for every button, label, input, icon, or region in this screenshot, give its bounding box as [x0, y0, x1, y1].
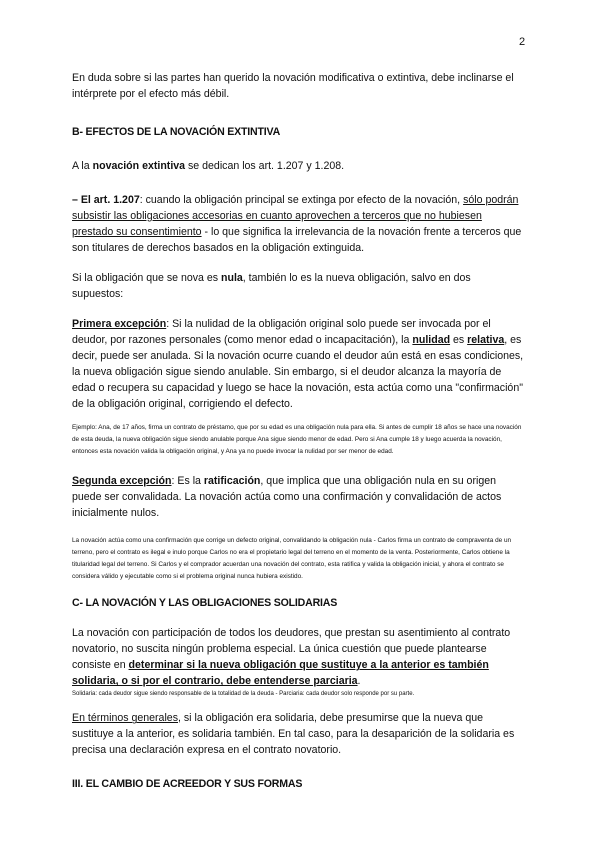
- paragraph-obligacion-nula: Si la obligación que se nova es nula, también lo es la nueva obligación, salvo en dos supuestos:: [72, 272, 471, 300]
- primera-excepcion-title: Primera excepción: [72, 318, 167, 330]
- bold-term-ratificacion: ratificación: [203, 474, 261, 487]
- bold-term-nula: nula: [221, 272, 243, 284]
- bold-term-relativa: relativa: [467, 334, 505, 346]
- article-label: – El art. 1.207: [72, 194, 140, 206]
- intro-paragraph: En duda sobre si las partes han querido la novación modificativa o extintiva, debe inclinarse el intérprete por el efecto más débil.: [72, 72, 514, 100]
- paragraph-segunda-excepcion: Segunda excepción: Es la ratificación, que implica que una obligación nula en su origen puede ser convalidada. La novación actúa como una confirmación y convalidación de actos inicialmente nulos.: [72, 474, 502, 519]
- section-heading-iii: III. EL CAMBIO DE ACREEDOR Y SUS FORMAS: [72, 778, 303, 791]
- page-number: 2: [519, 36, 526, 48]
- segunda-excepcion-title: Segunda excepción: [72, 474, 172, 487]
- paragraph-obligaciones-solidarias: La novación con participación de todos los deudores, que prestan su asentimiento al contrato novatorio, no suscita ningún problema especial. La única cuestión que puede plantearse consiste en determinar si la nueva obligación que sustituye a la anterior es también solidaria, o si por el contrario, debe entenderse parciaria.: [72, 627, 511, 688]
- paragraph-terminos-generales: En términos generales, si la obligación era solidaria, debe presumirse que la nueva que sustituye a la anterior, es solidaria también. En tal caso, para la desaparición de la solidaria es precisa una declaración expresa en el contrato novatorio.: [72, 712, 515, 757]
- underlined-terminos-generales: En términos generales: [72, 712, 178, 725]
- section-heading-c: C- LA NOVACIÓN Y LAS OBLIGACIONES SOLIDARIAS: [72, 597, 338, 610]
- bold-underlined-question: determinar si la nueva obligación que sustituye a la anterior es también solidaria, o si por el contrario, debe entenderse parciaria: [72, 659, 489, 688]
- paragraph-primera-excepcion: Primera excepción: Si la nulidad de la obligación original solo puede ser invocada por el deudor, por razones personales (como menor edad o incapacitación), la nulidad es relativa, es decir, puede ser anulada. Si la novación ocurre cuando el deudor aún está en esas condiciones, la nueva obligación sigue siendo anulable. Sin embargo, si el deudor alcanza la mayoría de edad o recupera su capacidad y luego se hace la novación, esta actúa como una "confirmación" de la obligación original, corrigiendo el defecto.: [72, 318, 524, 410]
- paragraph-novacion-extintiva: A la novación extintiva se dedican los art. 1.207 y 1.208.: [72, 160, 345, 172]
- underlined-clause: sólo podrán subsistir las obligaciones accesorias en cuanto aprovechen a terceros que no hubiesen prestado su consentimiento: [72, 194, 519, 238]
- section-heading-b: B- EFECTOS DE LA NOVACIÓN EXTINTIVA: [72, 126, 281, 138]
- example-note-1: Ejemplo: Ana, de 17 años, firma un contrato de préstamo, que por su edad es una obligación nula para ella. Si antes de cumplir 18 años se hace una novación de esta deuda, la nueva obligación sigue siendo anulable porque Ana sigue siendo menor de edad. Pero si Ana cumple 18 y luego acuerda la novación, entonces esta novación valida la obligación original, y Ana ya no puede invocar la nulidad por ser menor de edad.: [72, 424, 522, 456]
- paragraph-article-1207: – El art. 1.207: cuando la obligación principal se extinga por efecto de la novación, sólo podrán subsistir las obligaciones accesorias en cuanto aprovechen a terceros que no hubiesen prestado su consentimiento - lo que significa la irrelevancia de la novación frente a terceros que son titulares de derechos basados en la obligación extinguida.: [72, 194, 522, 254]
- example-note-2: La novación actúa como una confirmación que corrige un defecto original, convalidando la obligación nula - Carlos firma un contrato de compraventa de un terreno, pero el contrato es ilegal e inulo porque Carlos no era el propietario legal del terreno en el momento de la venta. Posteriormente, Carlos obtiene la titularidad legal del terreno. Si Carlos y el comprador acuerdan una novación del contrato, esta ratifica y valida la obligación inicial, y ahora el contrato se considera válido y ejecutable como si el problema original nunca hubiera existido.: [72, 536, 512, 581]
- note-solidaria-parciaria: Solidaria: cada deudor sigue siendo responsable de la totalidad de la deuda - Parciaria: cada deudor solo responde por su parte.: [72, 691, 415, 698]
- bold-term-novacion-extintiva: novación extintiva: [92, 160, 186, 172]
- bold-term-nulidad: nulidad: [412, 334, 451, 346]
- page-body: [72, 70, 524, 792]
